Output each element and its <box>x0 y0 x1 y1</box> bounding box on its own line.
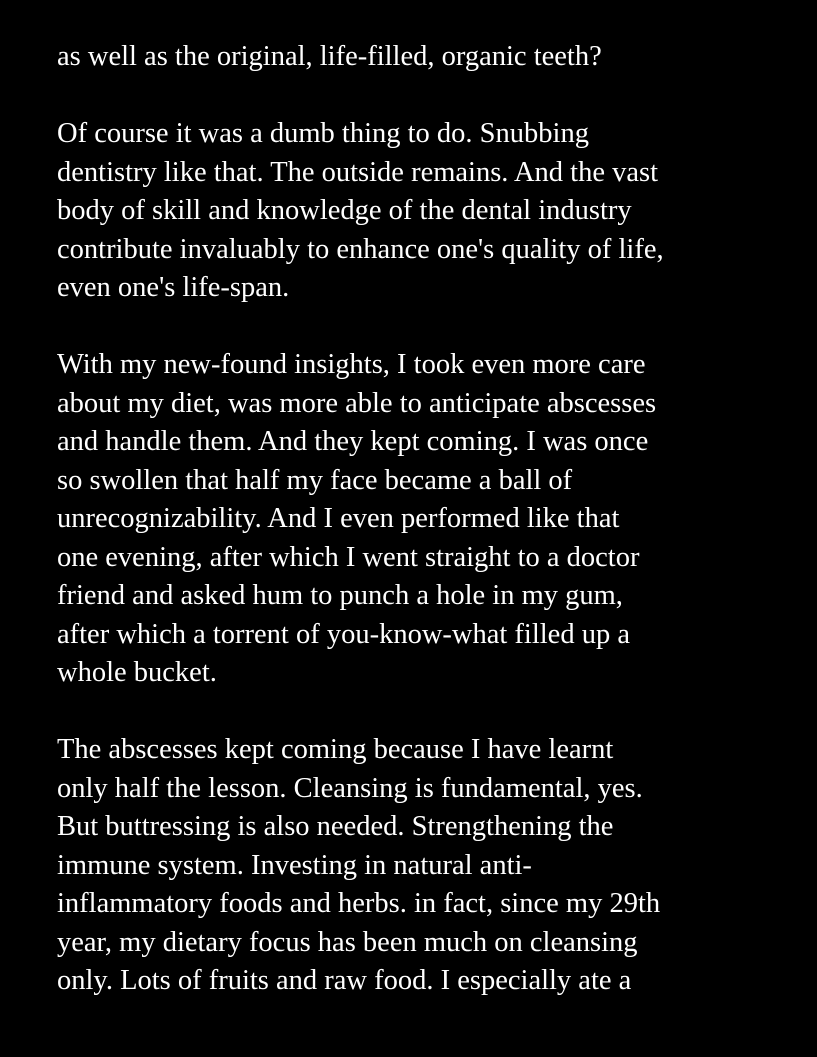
text-line: dentistry like that. The outside remains. And the vast <box>57 156 659 188</box>
text-line: so swollen that half my face became a ball of <box>57 464 573 496</box>
paragraph-1 <box>57 38 797 77</box>
text-line: about my diet, was more able to anticipate abscesses <box>57 387 657 419</box>
text-line: With my new-found insights, I took even more care <box>57 349 646 380</box>
text-line: as well as the original, life-filled, organic teeth? <box>57 41 602 72</box>
text-line: one evening, after which I went straight to a doctor <box>57 541 640 573</box>
text-line: only half the lesson. Cleansing is fundamental, yes. <box>57 772 643 804</box>
text-line: The abscesses kept coming because I have learnt <box>57 734 614 765</box>
text-line: friend and asked hum to punch a hole in my gum, <box>57 580 623 611</box>
text-line: whole bucket. <box>57 657 217 688</box>
paragraph-3 <box>57 346 797 693</box>
text-line: and handle them. And they kept coming. I was once <box>57 426 649 457</box>
text-line: inflammatory foods and herbs. in fact, since my 29th <box>57 888 661 919</box>
text-line: body of skill and knowledge of the dental industry <box>57 195 632 226</box>
text-line: immune system. Investing in natural anti- <box>57 849 532 881</box>
text-line: Of course it was a dumb thing to do. Snubbing <box>57 118 589 149</box>
text-line: year, my dietary focus has been much on cleansing <box>57 926 638 958</box>
text-line: only. Lots of fruits and raw food. I especially ate a <box>57 965 632 996</box>
text-line: unrecognizability. And I even performed like that <box>57 503 620 534</box>
text-line: even one's life-span. <box>57 272 290 303</box>
paragraph-2 <box>57 115 797 308</box>
text-line: after which a torrent of you-know-what filled up a <box>57 618 630 650</box>
text-line: But buttressing is also needed. Strengthening the <box>57 811 614 842</box>
text-line: contribute invaluably to enhance one's quality of life, <box>57 233 664 265</box>
paragraph-4 <box>57 731 797 1001</box>
body-text <box>57 38 797 1039</box>
